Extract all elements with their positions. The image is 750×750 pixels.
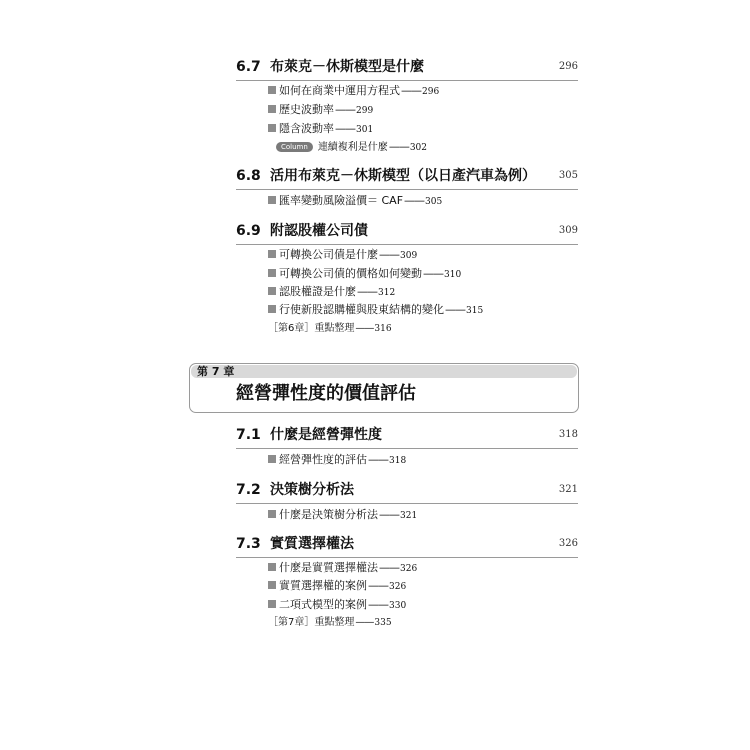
section-page-number: 318: [558, 429, 578, 440]
section-page-number: 321: [558, 484, 578, 495]
leader-dash: ——: [379, 561, 399, 574]
entry-page: 310: [444, 270, 462, 280]
chapter-summary-entry[interactable]: [268, 616, 392, 630]
bullet-square-icon: [268, 250, 276, 258]
toc-entry[interactable]: [268, 122, 373, 137]
bullet-square-icon: [268, 305, 276, 313]
entry-title: 二項式模型的案例: [279, 598, 367, 611]
toc-section-7-3: [236, 535, 578, 628]
leader-dash: ——: [368, 453, 388, 466]
leader-dash: ——: [379, 248, 399, 261]
toc-entry[interactable]: [268, 579, 406, 594]
entry-page: 316: [374, 324, 392, 334]
section-title: 決策樹分析法: [270, 482, 354, 498]
leader-dash: ——: [355, 323, 374, 334]
entry-title: ［第6章］重點整理: [268, 323, 355, 334]
entry-page: 330: [389, 601, 407, 611]
leader-dash: ——: [423, 267, 443, 280]
toc-entry[interactable]: [268, 453, 406, 468]
section-title: 什麼是經營彈性度: [270, 427, 382, 443]
toc-entry[interactable]: [268, 303, 483, 318]
bullet-square-icon: [268, 124, 276, 132]
chapter-label: 第 7 章: [197, 365, 235, 378]
bullet-square-icon: [268, 600, 276, 608]
section-heading[interactable]: [236, 426, 578, 449]
entry-title: 匯率變動風險溢價＝ CAF: [279, 194, 404, 207]
section-title: 附認股權公司債: [270, 223, 368, 239]
chapter-heading-box[interactable]: [189, 363, 579, 413]
bullet-square-icon: [268, 86, 276, 94]
toc-entry[interactable]: [268, 267, 461, 282]
section-heading[interactable]: [236, 167, 578, 190]
toc-entry[interactable]: [268, 561, 417, 576]
toc-entry[interactable]: [268, 248, 417, 263]
entry-page: 301: [356, 125, 374, 135]
entry-title: 實質選擇權的案例: [279, 579, 367, 592]
section-page-number: 309: [558, 225, 578, 236]
toc-entry[interactable]: [268, 285, 395, 300]
toc-section-7-2: [236, 481, 578, 521]
leader-dash: ——: [368, 579, 388, 592]
entry-title: 經營彈性度的評估: [279, 453, 367, 466]
leader-dash: ——: [335, 103, 355, 116]
entry-page: 309: [400, 251, 418, 261]
leader-dash: ——: [368, 598, 388, 611]
entry-page: 305: [425, 197, 443, 207]
leader-dash: ——: [401, 84, 421, 97]
leader-dash: ——: [357, 285, 377, 298]
toc-column-entry[interactable]: [276, 140, 427, 155]
toc-section-7-1: [236, 426, 578, 466]
section-number: 6.9: [236, 223, 261, 239]
section-heading[interactable]: [236, 535, 578, 558]
entry-title: 如何在商業中運用方程式: [279, 84, 400, 97]
toc-section-6-7: [236, 58, 578, 153]
section-heading[interactable]: [236, 222, 578, 245]
chapter-summary-entry[interactable]: [268, 322, 392, 336]
bullet-square-icon: [268, 455, 276, 463]
toc-section-6-9: [236, 222, 578, 334]
section-page-number: 305: [558, 170, 578, 181]
section-number: 7.1: [236, 427, 261, 443]
entry-page: 312: [378, 288, 396, 298]
column-badge: Column: [276, 142, 313, 152]
toc-section-6-8: [236, 167, 578, 207]
entry-title: 可轉換公司債的價格如何變動: [279, 267, 422, 280]
entry-page: 299: [356, 106, 374, 116]
entry-page: 315: [466, 306, 484, 316]
entry-title: 認股權證是什麼: [279, 285, 356, 298]
entry-title: 連續複利是什麼: [317, 142, 388, 153]
section-heading[interactable]: [236, 58, 578, 81]
section-page-number: 326: [558, 538, 578, 549]
toc-entry[interactable]: [268, 598, 406, 613]
entry-page: 321: [400, 511, 418, 521]
section-page-number: 296: [558, 61, 578, 72]
entry-page: 335: [374, 618, 392, 628]
chapter-label-strip: [191, 365, 577, 378]
entry-title: 什麼是決策樹分析法: [279, 508, 378, 521]
toc-entry[interactable]: [268, 194, 442, 209]
bullet-square-icon: [268, 510, 276, 518]
bullet-square-icon: [268, 269, 276, 277]
toc-entry[interactable]: [268, 508, 417, 523]
leader-dash: ——: [335, 122, 355, 135]
section-title: 活用布萊克－休斯模型（以日產汽車為例）: [270, 168, 536, 184]
entry-title: 隱含波動率: [279, 122, 334, 135]
leader-dash: ——: [404, 194, 425, 207]
toc-entry[interactable]: [268, 103, 373, 118]
bullet-square-icon: [268, 196, 276, 204]
entry-page: 296: [422, 87, 440, 97]
entry-title: 歷史波動率: [279, 103, 334, 116]
entry-title: ［第7章］重點整理: [268, 617, 355, 628]
section-number: 6.8: [236, 168, 261, 184]
entry-page: 302: [409, 143, 427, 153]
section-title: 實質選擇權法: [270, 536, 354, 552]
entry-title: 什麼是實質選擇權法: [279, 561, 378, 574]
section-number: 7.2: [236, 482, 261, 498]
entry-page: 326: [389, 582, 407, 592]
section-number: 7.3: [236, 536, 261, 552]
bullet-square-icon: [268, 563, 276, 571]
entry-title: 可轉換公司債是什麼: [279, 248, 378, 261]
toc-entry[interactable]: [268, 84, 439, 99]
leader-dash: ——: [388, 140, 409, 153]
leader-dash: ——: [379, 508, 399, 521]
section-title: 布萊克－休斯模型是什麼: [270, 59, 424, 75]
entry-page: 326: [400, 564, 418, 574]
bullet-square-icon: [268, 287, 276, 295]
bullet-square-icon: [268, 105, 276, 113]
entry-title: 行使新股認購權與股東結構的變化: [279, 303, 444, 316]
leader-dash: ——: [445, 303, 465, 316]
section-number: 6.7: [236, 59, 261, 75]
leader-dash: ——: [355, 617, 374, 628]
entry-page: 318: [389, 456, 407, 466]
section-heading[interactable]: [236, 481, 578, 504]
chapter-title: 經營彈性度的價值評估: [236, 383, 416, 404]
bullet-square-icon: [268, 581, 276, 589]
